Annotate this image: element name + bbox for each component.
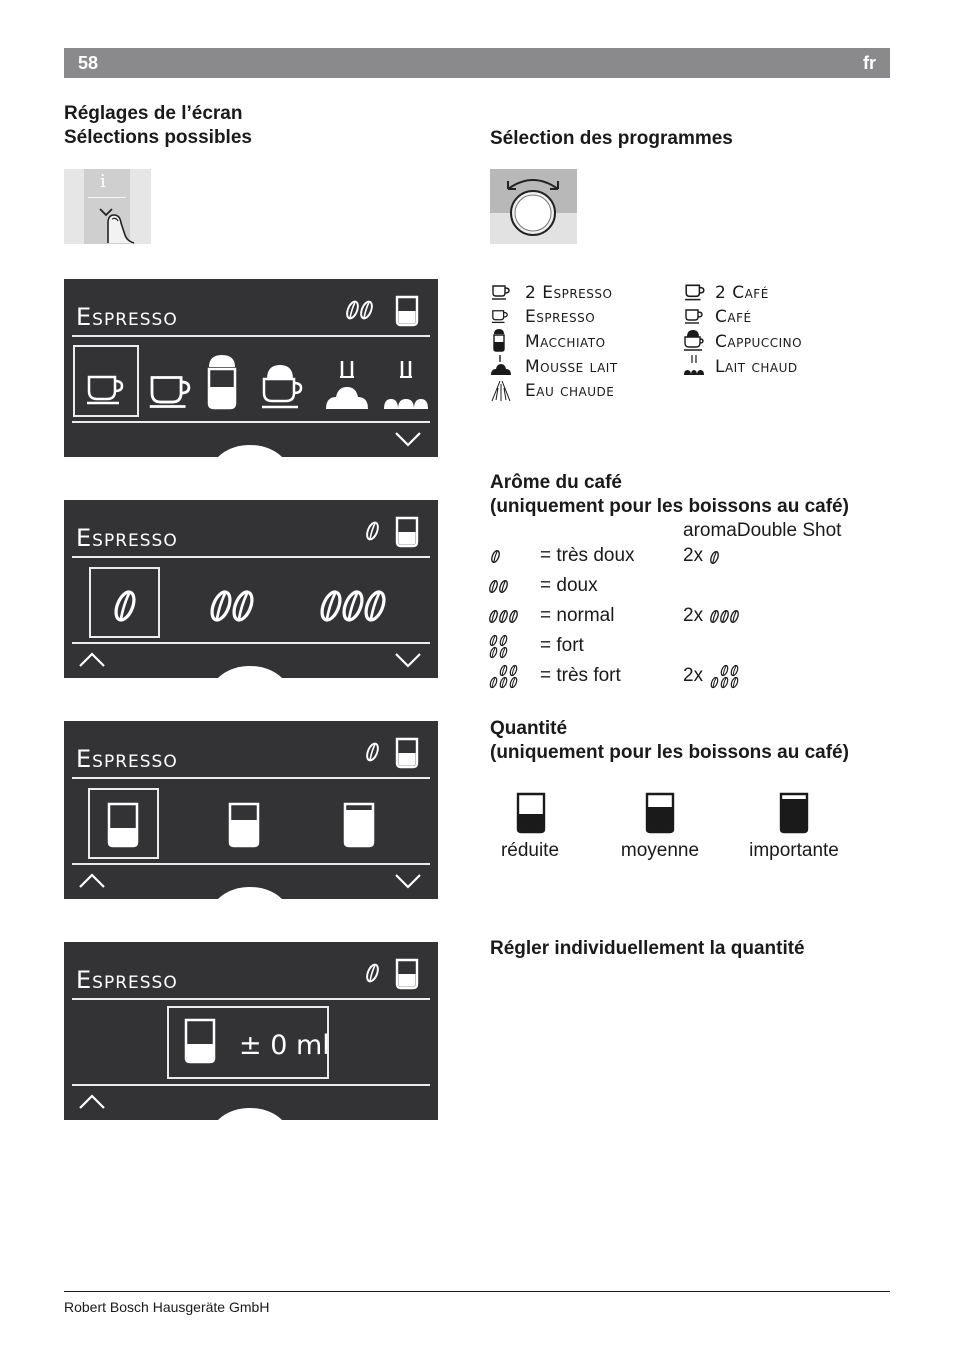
quantity-small-label: réduite: [500, 840, 560, 861]
aroma-very-mild-icon: [491, 549, 500, 564]
footer-company: Robert Bosch Hausgeräte GmbH: [64, 1299, 270, 1315]
page-number: 58: [78, 53, 99, 73]
rotary-knob-icon: [500, 171, 570, 241]
individual-quantity-heading: Régler individuellement la quantité: [490, 938, 805, 959]
heading-display-settings: Réglages de l’écran: [64, 103, 243, 124]
screen-divider-bottom: [72, 863, 430, 865]
aroma-one-bean-icon: [366, 520, 379, 542]
programs-heading: Sélection des programmes: [490, 128, 733, 149]
aroma-very-mild-double: 2x: [683, 545, 704, 566]
program-mousse-lait: Mousse lait: [525, 357, 618, 377]
rotary-knob-illustration: [490, 169, 577, 244]
double-coffee-icon: [683, 282, 707, 304]
program-cappuccino: Cappuccino: [715, 332, 803, 352]
quantity-medium-label: moyenne: [620, 840, 700, 861]
button-divider: [88, 197, 126, 198]
chevron-down-icon[interactable]: [394, 652, 422, 668]
program-macchiato: Macchiato: [525, 332, 606, 352]
info-button-illustration: [64, 169, 151, 244]
quantity-small-icon: [395, 515, 419, 549]
cup-small-icon: [183, 1018, 217, 1064]
program-espresso: Espresso: [525, 307, 596, 327]
screen-divider-top: [72, 777, 430, 779]
aroma-strong-label: = fort: [540, 635, 584, 656]
quantity-heading-title: Quantité: [490, 718, 568, 739]
coffee-icon: [683, 307, 705, 327]
cup-large-icon[interactable]: [343, 802, 375, 848]
aroma-two-beans-icon: [346, 295, 390, 327]
screen-title: Espresso: [76, 303, 178, 331]
aroma-mild-label: = doux: [540, 575, 598, 596]
display-knob-cutout: [211, 887, 289, 899]
footer-rule: [64, 1291, 890, 1292]
bean-one-icon[interactable]: [114, 588, 136, 624]
cup-medium-icon[interactable]: [228, 802, 260, 848]
aroma-normal-double: 2x: [683, 605, 704, 626]
chevron-down-icon[interactable]: [394, 431, 422, 447]
screen-divider-top: [72, 335, 430, 337]
heading-possible-selections: Sélections possibles: [64, 127, 252, 148]
display-knob-cutout: [211, 1108, 289, 1120]
quantity-heading-note: (uniquement pour les boissons au café): [490, 742, 849, 763]
screen-divider-bottom: [72, 1084, 430, 1086]
chevron-down-icon[interactable]: [394, 873, 422, 889]
quantity-offset-value: ± 0 ml: [239, 1030, 330, 1061]
program-cafe: Café: [715, 307, 752, 327]
display-knob-cutout: [211, 666, 289, 678]
quantity-large-label: importante: [749, 840, 839, 861]
screen-title: Espresso: [76, 524, 178, 552]
chevron-up-icon[interactable]: [78, 652, 106, 668]
aroma-normal-label: = normal: [540, 605, 615, 626]
aroma-mild-icon: [489, 579, 513, 595]
program-2-espresso: 2 Espresso: [525, 283, 613, 303]
aroma-normal-double-icon: [710, 609, 744, 625]
display-screen-individual-quantity: [64, 942, 438, 1120]
screen-divider-bottom: [72, 642, 430, 644]
display-screen-quantity: [64, 721, 438, 899]
hot-water-icon: [490, 380, 512, 402]
language-code: fr: [863, 53, 876, 73]
aroma-heading: [490, 471, 849, 519]
info-glyph: i: [100, 171, 106, 192]
quantity-large-cup-icon: [779, 792, 809, 834]
quantity-small-icon: [395, 736, 419, 770]
bean-three-icon[interactable]: [320, 588, 390, 624]
espresso-cup-icon[interactable]: [86, 373, 126, 407]
display-screen-drinks: [64, 279, 438, 457]
cappuccino-cup-icon[interactable]: [260, 363, 306, 411]
cup-small-icon[interactable]: [107, 802, 139, 848]
chevron-up-icon[interactable]: [78, 1094, 106, 1110]
aroma-one-bean-icon: [366, 741, 379, 763]
program-lait-chaud: Lait chaud: [715, 357, 798, 377]
display-screen-aroma: [64, 500, 438, 678]
milk-froth-small-icon: [490, 354, 512, 376]
bean-two-icon[interactable]: [210, 588, 256, 624]
cappuccino-icon: [683, 328, 705, 352]
program-2-cafe: 2 Café: [715, 283, 769, 303]
display-knob-cutout: [211, 445, 289, 457]
screen-title: Espresso: [76, 966, 178, 994]
aroma-very-strong-icon: [489, 664, 525, 690]
aroma-heading-title: Arôme du café: [490, 472, 622, 493]
hot-milk-icon[interactable]: [382, 359, 430, 411]
coffee-cup-icon[interactable]: [148, 373, 194, 411]
aroma-very-mild-label: = très doux: [540, 545, 635, 566]
program-eau-chaude: Eau chaude: [525, 381, 615, 401]
chevron-up-icon[interactable]: [78, 873, 106, 889]
quantity-heading: [490, 717, 849, 765]
macchiato-icon: [492, 328, 506, 352]
left-heading: [64, 102, 252, 150]
page-header-bar: [64, 48, 890, 78]
finger-pressing-icon: [94, 199, 154, 244]
quantity-medium-cup-icon: [645, 792, 675, 834]
quantity-small-cup-icon: [516, 792, 546, 834]
aroma-very-strong-double-icon: [710, 664, 746, 690]
aroma-heading-note: (uniquement pour les boissons au café): [490, 496, 849, 517]
espresso-icon: [490, 308, 510, 326]
hot-milk-small-icon: [683, 354, 705, 376]
aroma-very-mild-double-icon: [710, 550, 719, 565]
double-espresso-icon: [490, 283, 512, 303]
aroma-strong-icon: [489, 634, 513, 660]
macchiato-glass-icon[interactable]: [205, 353, 239, 411]
aroma-very-strong-label: = très fort: [540, 665, 621, 686]
quantity-small-icon: [395, 957, 419, 991]
aroma-one-bean-icon: [366, 962, 379, 984]
screen-divider-top: [72, 998, 430, 1000]
aroma-very-strong-double: 2x: [683, 665, 704, 686]
screen-divider-bottom: [72, 421, 430, 423]
aroma-normal-icon: [489, 609, 523, 625]
screen-title: Espresso: [76, 745, 178, 773]
screen-divider-top: [72, 556, 430, 558]
quantity-small-icon: [395, 294, 419, 328]
milk-froth-icon[interactable]: [324, 359, 370, 411]
aroma-column-header: aromaDouble Shot: [683, 520, 842, 541]
